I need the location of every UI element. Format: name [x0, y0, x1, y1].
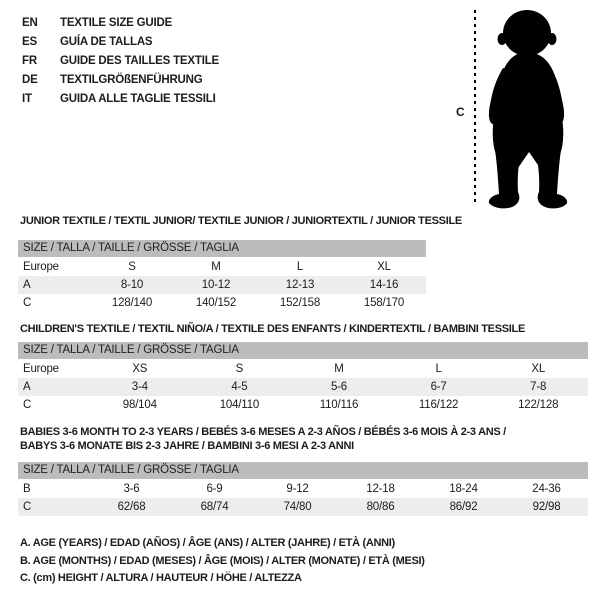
- table-title-line: CHILDREN'S TEXTILE / TEXTIL NIÑO/A / TEXTILE DES ENFANTS / KINDERTEXTIL / BAMBINI TESSILE: [20, 323, 525, 335]
- size-cell: XS: [132, 363, 148, 375]
- size-cell: XL: [531, 363, 546, 375]
- height-measure-dashed-line: [474, 10, 476, 206]
- size-cell: L: [296, 261, 304, 273]
- row-label: C: [23, 297, 32, 309]
- row-label: A: [23, 279, 31, 291]
- size-cell: XL: [377, 261, 391, 273]
- size-cell: 62/68: [117, 501, 146, 513]
- size-cell: 8-10: [120, 279, 144, 291]
- size-cell: 24-36: [532, 483, 561, 495]
- size-cell: 98/104: [122, 399, 157, 411]
- table-row: [18, 294, 426, 312]
- height-measure-label: C: [456, 105, 465, 119]
- size-cell: 4-5: [231, 381, 248, 393]
- size-cell: S: [128, 261, 136, 273]
- size-cell: 74/80: [283, 501, 312, 513]
- table-row: [18, 396, 588, 414]
- size-table-section-0: [18, 214, 462, 312]
- size-cell: 110/116: [319, 399, 359, 411]
- legend-line: A. AGE (YEARS) / EDAD (AÑOS) / ÂGE (ANS) / ALTER (JAHRE) / ETÀ (ANNI): [20, 537, 395, 549]
- legend-line: B. AGE (MONTHS) / EDAD (MESES) / ÂGE (MOIS) / ALTER (MONATE) / ETÀ (MESI): [20, 554, 425, 567]
- size-cell: 12-18: [366, 483, 395, 495]
- baby-silhouette-icon: [478, 6, 578, 210]
- row-label: Europe: [23, 261, 59, 273]
- size-cell: 12-13: [285, 279, 315, 291]
- size-cell: 152/158: [279, 297, 321, 309]
- row-label: Europe: [23, 363, 59, 375]
- size-table-section-2: [18, 425, 588, 516]
- table-row: [18, 480, 588, 498]
- language-code: FR: [22, 55, 37, 67]
- language-code: DE: [22, 74, 38, 86]
- language-row: [22, 14, 219, 33]
- size-table: [18, 360, 588, 414]
- table-row: [18, 258, 426, 276]
- language-row: [22, 52, 219, 71]
- row-label: B: [23, 483, 31, 495]
- size-table-section-1: [18, 322, 588, 414]
- size-cell: M: [334, 363, 344, 375]
- language-title: GUÍA DE TALLAS: [60, 36, 153, 48]
- size-cell: 6-7: [430, 381, 447, 393]
- table-title: [18, 425, 588, 453]
- table-title-line: BABIES 3-6 MONTH TO 2-3 YEARS / BEBÉS 3-6 MESES A 2-3 AÑOS / BÉBÉS 3-6 MOIS À 2-3 ANS /: [20, 426, 506, 438]
- language-title: GUIDA ALLE TAGLIE TESSILI: [60, 93, 216, 105]
- table-row: [18, 378, 588, 396]
- table-title: [18, 214, 462, 228]
- language-code: EN: [22, 17, 38, 29]
- size-cell: 104/110: [219, 399, 260, 411]
- size-cell: 7-8: [530, 381, 547, 393]
- table-title: [18, 322, 588, 336]
- size-header-bar: SIZE / TALLA / TAILLE / GRÖSSE / TAGLIA: [18, 240, 426, 257]
- table-row: [18, 360, 588, 378]
- language-row: [22, 33, 219, 52]
- row-label: C: [23, 501, 32, 513]
- table-title-line: BABYS 3-6 MONATE BIS 2-3 JAHRE / BAMBINI 3-6 MESI A 2-3 ANNI: [20, 440, 354, 452]
- language-code: ES: [22, 36, 37, 48]
- size-cell: L: [435, 363, 442, 375]
- table-row: [18, 276, 426, 294]
- table-row: [18, 498, 588, 516]
- language-list: [22, 14, 219, 109]
- size-cell: 14-16: [369, 279, 399, 291]
- size-table: [18, 258, 426, 312]
- legend-line: C. (cm) HEIGHT / ALTURA / HAUTEUR / HÖHE / ALTEZZA: [20, 572, 302, 584]
- language-code: IT: [22, 93, 32, 105]
- size-cell: 92/98: [532, 501, 561, 513]
- size-cell: 122/128: [518, 399, 559, 411]
- size-cell: 3-4: [131, 381, 148, 393]
- size-cell: M: [211, 261, 221, 273]
- language-title: GUIDE DES TAILLES TEXTILE: [60, 55, 219, 67]
- language-row: [22, 90, 219, 109]
- language-title: TEXTILGRÖßENFÜHRUNG: [60, 74, 203, 86]
- size-table: [18, 480, 588, 516]
- language-title: TEXTILE SIZE GUIDE: [60, 17, 173, 29]
- size-cell: 128/140: [111, 297, 153, 309]
- size-cell: 68/74: [200, 501, 229, 513]
- size-cell: 3-6: [123, 483, 140, 495]
- size-cell: 10-12: [201, 279, 231, 291]
- row-label: A: [23, 381, 31, 393]
- table-title-line: JUNIOR TEXTILE / TEXTIL JUNIOR/ TEXTILE JUNIOR / JUNIORTEXTIL / JUNIOR TESSILE: [20, 215, 462, 227]
- size-cell: 80/86: [366, 501, 395, 513]
- size-cell: 9-12: [286, 483, 309, 495]
- size-cell: 6-9: [206, 483, 223, 495]
- size-cell: 140/152: [195, 297, 237, 309]
- size-cell: 116/122: [418, 399, 459, 411]
- size-header-bar: SIZE / TALLA / TAILLE / GRÖSSE / TAGLIA: [18, 342, 588, 359]
- size-cell: 18-24: [449, 483, 478, 495]
- size-cell: 86/92: [449, 501, 478, 513]
- row-label: C: [23, 399, 32, 411]
- language-row: [22, 71, 219, 90]
- legend: [20, 535, 425, 588]
- size-cell: S: [235, 363, 244, 375]
- size-header-bar: SIZE / TALLA / TAILLE / GRÖSSE / TAGLIA: [18, 462, 588, 479]
- size-cell: 158/170: [363, 297, 405, 309]
- size-cell: 5-6: [330, 381, 347, 393]
